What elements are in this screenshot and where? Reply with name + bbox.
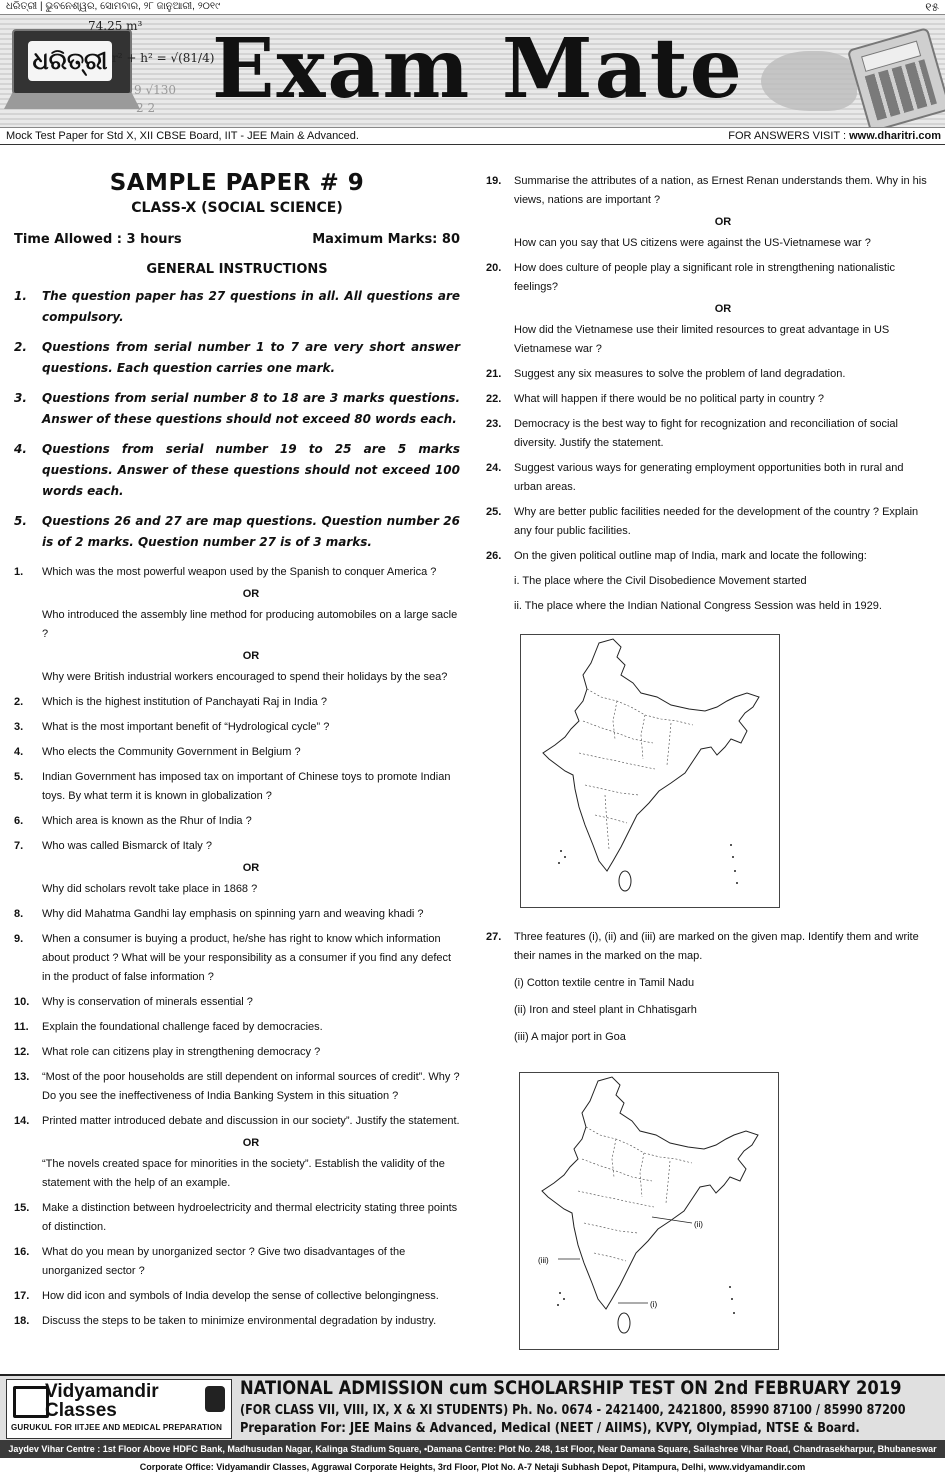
india-outline-map-q26: [520, 634, 780, 908]
answers-link[interactable]: www.dharitri.com: [849, 130, 941, 142]
india-outline-map-q27: [519, 1072, 779, 1350]
right-column-lower: [486, 928, 932, 1047]
time-allowed: Time Allowed : 3 hours: [14, 232, 182, 247]
laptop-illustration: [8, 29, 138, 115]
banner-title: Exam Mate: [212, 21, 744, 117]
question-14-alt: “The novels created space for minorities in the society”. Establish the validity of the statement with the help of an example.: [42, 1158, 445, 1189]
paper-title: SAMPLE PAPER # 9: [109, 170, 365, 196]
logo-tagline: GURUKUL FOR IITJEE AND MEDICAL PREPARATION: [11, 1423, 223, 1432]
banner-subbar: [0, 128, 945, 145]
question-18: 18. Discuss the steps to be taken to minimize environmental degradation by industry.: [14, 1315, 437, 1327]
paper-meta: [14, 232, 460, 252]
question-1-alt-2: Why were British industrial workers encouraged to spend their holidays by the sea?: [42, 671, 448, 683]
question-26-part-i: i. The place where the Civil Disobedience Movement started: [514, 575, 807, 587]
formula-root: 9 √130: [134, 83, 176, 97]
paper-class: CLASS-X (SOCIAL SCIENCE): [131, 200, 343, 216]
ad-classes-phone: (FOR CLASS VII, VIII, IX, X & XI STUDENTS) Ph. No. 0674 - 2421400, 2421800, 85990 87100 / 85990 87200: [240, 1403, 906, 1418]
question-26: 26. On the given political outline map of India, mark and locate the following:: [486, 550, 867, 562]
or-separator: OR: [242, 1137, 260, 1149]
question-1-alt-1: Who introduced the assembly line method for producing automobiles on a large sacle ?: [42, 609, 458, 640]
question-5: 5. Indian Government has imposed tax on important of Chinese toys to promote Indian toys. By what term it is known in globalization ?: [14, 771, 451, 802]
map-label-ii: (ii): [694, 1220, 703, 1229]
map-label-iii: (iii): [538, 1256, 549, 1265]
ad-centres: Jaydev Vihar Centre : 1st Floor Above HDFC Bank, Madhusudan Nagar, Kalinga Stadium Square, •Damana Centre: Plot No. 248, 1st Floor, Near Damana Square, Sailashree Vihar Road, Chandrasekharpur, Bhubaneswar: [0, 1440, 945, 1458]
page-number: ୧୫: [925, 0, 939, 14]
hand-illustration: [761, 51, 857, 111]
formula-pythagoras: r² + h² = √(81/4): [112, 51, 215, 65]
question-1: 1. Which was the most powerful weapon used by the Spanish to conquer America ?: [14, 566, 437, 578]
instruction-item: 5. Questions 26 and 27 are map questions. Question number 26 is of 2 marks. Question number 27 is of 3 marks.: [14, 514, 460, 549]
question-23: 23. Democracy is the best way to fight for recognization and reconciliation of social diversity. Justify the statement.: [486, 418, 898, 449]
question-27-part-ii: (ii) Iron and steel plant in Chhatisgarh: [514, 1004, 697, 1016]
india-map-icon: [520, 1073, 778, 1349]
question-19-alt: How can you say that US citizens were against the US-Vietnamese war ?: [514, 237, 871, 249]
top-strip: [0, 0, 945, 14]
formula-denominator: 2 2: [136, 101, 156, 115]
question-8: 8. Why did Mahatma Gandhi lay emphasis on spinning yarn and weaving khadi ?: [14, 908, 424, 920]
instruction-item: 2. Questions from serial number 1 to 7 are very short answer questions. Each question carries one mark.: [14, 340, 460, 375]
question-25: 25. Why are better public facilities needed for the development of the country ? Explain any four public facilities.: [486, 506, 919, 537]
right-column: [486, 172, 932, 616]
or-separator: OR: [242, 862, 260, 874]
vidyamandir-logo: Vidyamandir Classes GURUKUL FOR IITJEE AND MEDICAL PREPARATION: [6, 1379, 232, 1439]
question-6: 6. Which area is known as the Rhur of India ?: [14, 815, 252, 827]
or-separator: OR: [714, 216, 732, 228]
tagline: Mock Test Paper for Std X, XII CBSE Board, IIT - JEE Main & Advanced.: [6, 130, 359, 142]
question-10: 10. Why is conservation of minerals essential ?: [14, 996, 253, 1008]
formula-volume: 74.25 m³: [88, 19, 143, 33]
question-15: 15. Make a distinction between hydroelectricity and thermal electricity stating three points of distinction.: [14, 1202, 458, 1233]
ad-preparation: Preparation For: JEE Mains & Advanced, Medical (NEET / AIIMS), KVPY, Olympiad, NTSE & Board.: [240, 1421, 860, 1436]
question-12: 12. What role can citizens play in strengthening democracy ?: [14, 1046, 321, 1058]
question-27: 27. Three features (i), (ii) and (iii) are marked on the given map. Identify them and write their names in the marked on the map.: [486, 931, 919, 962]
question-4: 4. Who elects the Community Government in Belgium ?: [14, 746, 301, 758]
owl-icon: [205, 1386, 225, 1412]
or-separator: OR: [242, 588, 260, 600]
question-19: 19. Summarise the attributes of a nation, as Ernest Renan understands them. Why in his views, nations are important ?: [486, 175, 927, 206]
question-9: 9. When a consumer is buying a product, he/she has right to know which information about product ? What will be your responsibility as a consumer if you find any defect in the product of false information ?: [14, 933, 452, 983]
left-column: [14, 170, 460, 1331]
ad-headline: NATIONAL ADMISSION cum SCHOLARSHIP TEST ON 2nd FEBRUARY 2019: [240, 1377, 902, 1399]
maximum-marks: Maximum Marks: 80: [312, 232, 460, 247]
instructions-heading: GENERAL INSTRUCTIONS: [146, 262, 328, 277]
calculator-illustration: [847, 27, 945, 128]
odia-dateline: ଧରିତ୍ରୀ | ଭୁବନେଶ୍ୱର, ସୋମବାର, ୨୮ ଜାନୁଆରୀ, ୨୦୧୯: [6, 1, 221, 12]
question-3: 3. What is the most important benefit of “Hydrological cycle” ?: [14, 721, 330, 733]
instruction-item: 3. Questions from serial number 8 to 18 are 3 marks questions. Answer of these questions should not exceed 80 words each.: [14, 391, 460, 426]
question-14: 14. Printed matter introduced debate and discussion in our society”. Justify the statement.: [14, 1115, 460, 1127]
instruction-item: 4. Questions from serial number 19 to 25 are 5 marks questions. Answer of these questions should not exceed 100 words each.: [14, 442, 460, 498]
question-2: 2. Which is the highest institution of Panchayati Raj in India ?: [14, 696, 327, 708]
dharitri-logo: ଧରିତ୍ରୀ: [28, 41, 112, 81]
question-26-part-ii: ii. The place where the Indian National Congress Session was held in 1929.: [514, 600, 882, 612]
book-icon: [13, 1386, 49, 1418]
question-7: 7. Who was called Bismarck of Italy ?: [14, 840, 212, 852]
question-11: 11. Explain the foundational challenge faced by democracies.: [14, 1021, 323, 1033]
question-24: 24. Suggest various ways for generating employment opportunities both in rural and urban areas.: [486, 462, 904, 493]
question-20: 20. How does culture of people play a significant role in strengthening nationalistic feelings?: [486, 262, 895, 293]
question-13: 13. “Most of the poor households are still dependent on informal sources of credit”. Why ? Do you see the ineffectiveness of India Banking System in this situation ?: [14, 1071, 460, 1102]
exam-mate-banner: [0, 14, 945, 128]
question-21: 21. Suggest any six measures to solve the problem of land degradation.: [486, 368, 846, 380]
question-27-part-iii: (iii) A major port in Goa: [514, 1031, 626, 1043]
india-map-icon: [521, 635, 779, 907]
answers-visit: FOR ANSWERS VISIT : www.dharitri.com: [728, 130, 941, 142]
map-label-i: (i): [650, 1300, 658, 1309]
ad-corporate-office: Corporate Office: Vidyamandir Classes, Aggrawal Corporate Heights, 3rd Floor, Plot No. A-7 Netaji Subhash Depot, Pitampura, Delhi, www.vidyamandir.com: [0, 1458, 945, 1476]
question-16: 16. What do you mean by unorganized sector ? Give two disadvantages of the unorganized sector ?: [14, 1246, 406, 1277]
instruction-item: 1. The question paper has 27 questions in all. All questions are compulsory.: [14, 289, 460, 324]
question-17: 17. How did icon and symbols of India develop the sense of collective belongingness.: [14, 1290, 439, 1302]
or-separator: OR: [242, 650, 260, 662]
vidyamandir-advertisement: [0, 1374, 945, 1476]
question-7-alt: Why did scholars revolt take place in 1868 ?: [42, 883, 258, 895]
question-20-alt: How did the Vietnamese use their limited resources to great advantage in US Vietnamese war ?: [514, 324, 890, 355]
or-separator: OR: [714, 303, 732, 315]
question-22: 22. What will happen if there would be no political party in country ?: [486, 393, 825, 405]
question-27-part-i: (i) Cotton textile centre in Tamil Nadu: [514, 977, 695, 989]
